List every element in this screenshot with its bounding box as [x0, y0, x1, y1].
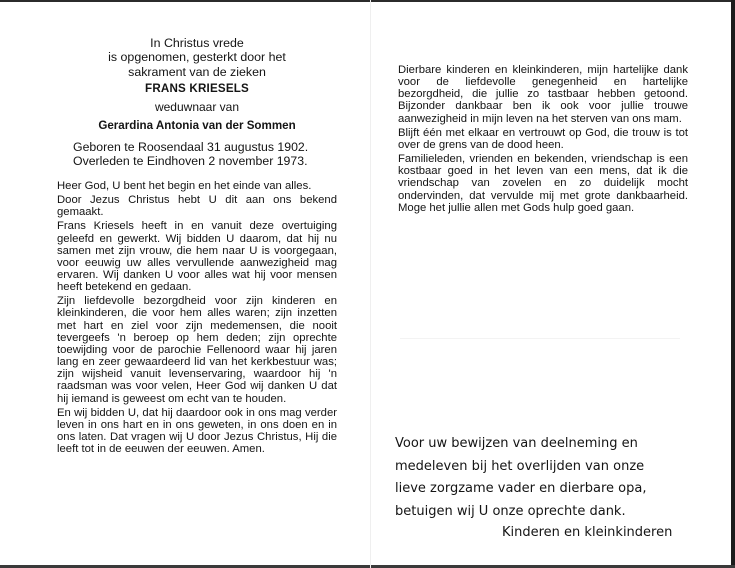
prayer-paragraph: En wij bidden U, dat hij daardoor ook in ons mag verder leven in ons hart en in ons geweten, in ons doen en in ons laten. Dat vragen wij U door Jezus Christus, Hij die leeft tot in de eeuwen der eeuwen. Amen. [57, 406, 337, 456]
prayer-paragraph: Frans Kriesels heeft in en vanuit deze overtuiging geleefd en gewerkt. Wij bidden U daarom, dat hij nu samen met zijn vrouw, die hem naar U is voorgegaan, voor eeuwig uw alles vervullende aanwezigheid mag ervaren. Wij danken U voor alles wat hij voor mensen heeft betekend en gedaan. [57, 220, 337, 294]
intro-line: is opgenomen, gesterkt door het [108, 50, 286, 65]
deceased-name: FRANS KRIESELS [145, 81, 249, 95]
right-page [398, 64, 688, 214]
death-line: Overleden te Eindhoven 2 november 1973. [73, 153, 308, 168]
thanks-line: betuigen wij U onze oprechte dank. [395, 503, 626, 519]
prayer-paragraph: Zijn liefdevolle bezorgdheid voor zijn kinderen en kleinkinderen, die voor hem alles waren; zijn inzetten met hart en ziel voor zijn medemensen, die nooit tevergeefs 'n beroep op hem deden; zijn oprechte toewijding voor de parochie Fellenoord waar hij jaren lang en zeer gewaardeerd lid van het kerkbestuur was; zijn wijsheid vanuit levenservaring, waardoor hij 'n raadsman was voor velen, Heer God wij danken U dat hij iemand is geweest om echt van te houden. [57, 295, 337, 405]
widower-text: weduwnaar van [154, 99, 240, 114]
farewell-paragraph: Familieleden, vrienden en bekenden, vriendschap is een kostbaar goed in het leven van een mens, dat ik die vriendschap van zovelen en zo duidelijk mocht ondervinden, dat vervulde mij met grote dankbaarheid. Moge het jullie allen met Gods hulp goed gaan. [398, 153, 688, 214]
farewell-paragraph: Blijft één met elkaar en vertrouwt op God, die trouw is tot over de grens van de dood heen. [398, 126, 688, 151]
prayer-paragraph: Door Jezus Christus hebt U dit aan ons bekend gemaakt. [57, 194, 337, 219]
left-page [57, 36, 337, 455]
intro-line: sakrament van de zieken [128, 64, 266, 79]
card-edge-right [731, 0, 735, 568]
thanks-line: Voor uw bewijzen van deelneming en [395, 436, 638, 451]
thanks-line: lieve zorgzame vader en dierbare opa, [395, 481, 647, 496]
prayer-paragraph: Heer God, U bent het begin en het einde van alles. [57, 179, 312, 192]
farewell-paragraph: Dierbare kinderen en kleinkinderen, mijn hartelijke dank voor de liefdevolle genegenheid en hartelijke bezorgdheid, die jullie zo tastbaar hebben getoond. Bijzonder dankbaar ben ik ook voor jullie trouwe aanwezigheid in mijn leven na het sterven van ons mam. [398, 64, 688, 125]
signature: Kinderen en kleinkinderen [502, 525, 673, 540]
divider [400, 338, 680, 339]
spouse-name: Gerardina Antonia van der Sommen [98, 118, 296, 132]
card-edge-top [0, 0, 735, 2]
intro-line: In Christus vrede [150, 36, 244, 50]
life-dates [73, 140, 337, 168]
thanks-text [395, 433, 687, 523]
thanks-line: medeleven bij het overlijden van onze [395, 458, 645, 474]
card-fold [370, 0, 371, 568]
intro-text [57, 36, 337, 79]
birth-line: Geboren te Roosendaal 31 augustus 1902. [73, 139, 309, 154]
